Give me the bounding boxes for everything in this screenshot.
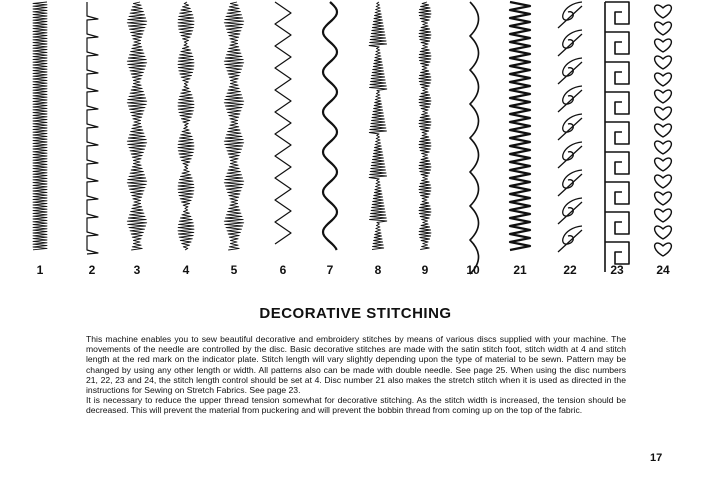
body-text bbox=[86, 334, 626, 416]
stitch-number-22: 22 bbox=[563, 263, 577, 277]
stitch-number-5: 5 bbox=[230, 263, 238, 277]
stitch-pattern-22 bbox=[558, 2, 582, 252]
stitch-pattern-3 bbox=[127, 2, 146, 250]
stitch-number-3: 3 bbox=[133, 263, 141, 277]
paragraph-1: This machine enables you to sew beautiful decorative and embroidery stitches by means of various discs supplied with your machine. The movements of the needle are controlled by the disc. Basic decorative stitches are made with the satin stitch foot, stitch width at 4 and stitch length at the red mark on the indicator plate. Stitch length will vary slightly depending upon the type of material to be sewn. Pattern may be changed by using any other length or width. All patterns also can be made with double needle. See page 25. When using the disc numbers 21, 22, 23 and 24, the stitch length control should be set at 4. Disc number 21 also makes the stretch stitch when it is used as directed in the instructions for Sewing on Stretch Fabrics. See page 23. bbox=[86, 334, 626, 396]
stitch-pattern-2 bbox=[87, 2, 98, 254]
stitch-number-24: 24 bbox=[656, 263, 670, 277]
stitch-pattern-1 bbox=[33, 2, 47, 250]
stitch-pattern-4 bbox=[178, 2, 194, 250]
stitch-number-4: 4 bbox=[182, 263, 190, 277]
page-title: DECORATIVE STITCHING bbox=[259, 305, 452, 322]
stitch-pattern-5 bbox=[224, 2, 243, 250]
stitch-number-2: 2 bbox=[88, 263, 96, 277]
stitch-pattern-6 bbox=[275, 2, 291, 244]
stitch-pattern-9 bbox=[419, 2, 431, 250]
stitch-pattern-21 bbox=[510, 2, 530, 250]
stitch-number-21: 21 bbox=[513, 263, 527, 277]
stitch-number-9: 9 bbox=[421, 263, 429, 277]
stitch-pattern-23 bbox=[605, 2, 629, 272]
stitch-pattern-7 bbox=[323, 2, 337, 250]
stitch-number-10: 10 bbox=[466, 263, 480, 277]
stitch-pattern-8 bbox=[369, 2, 387, 250]
stitch-number-6: 6 bbox=[279, 263, 287, 277]
page-number: 17 bbox=[650, 452, 663, 464]
stitch-number-23: 23 bbox=[610, 263, 624, 277]
stitch-pattern-24 bbox=[655, 5, 672, 256]
stitch-number-7: 7 bbox=[326, 263, 334, 277]
stitch-number-8: 8 bbox=[374, 263, 382, 277]
stitch-number-1: 1 bbox=[36, 263, 44, 277]
paragraph-2: It is necessary to reduce the upper thread tension somewhat for decorative stitching. As the stitch width is increased, the tension should be decreased. This will prevent the material from puckering and will prevent the bobbin thread from coming up on the top of the fabric. bbox=[86, 395, 626, 416]
stitch-pattern-10 bbox=[470, 2, 479, 274]
